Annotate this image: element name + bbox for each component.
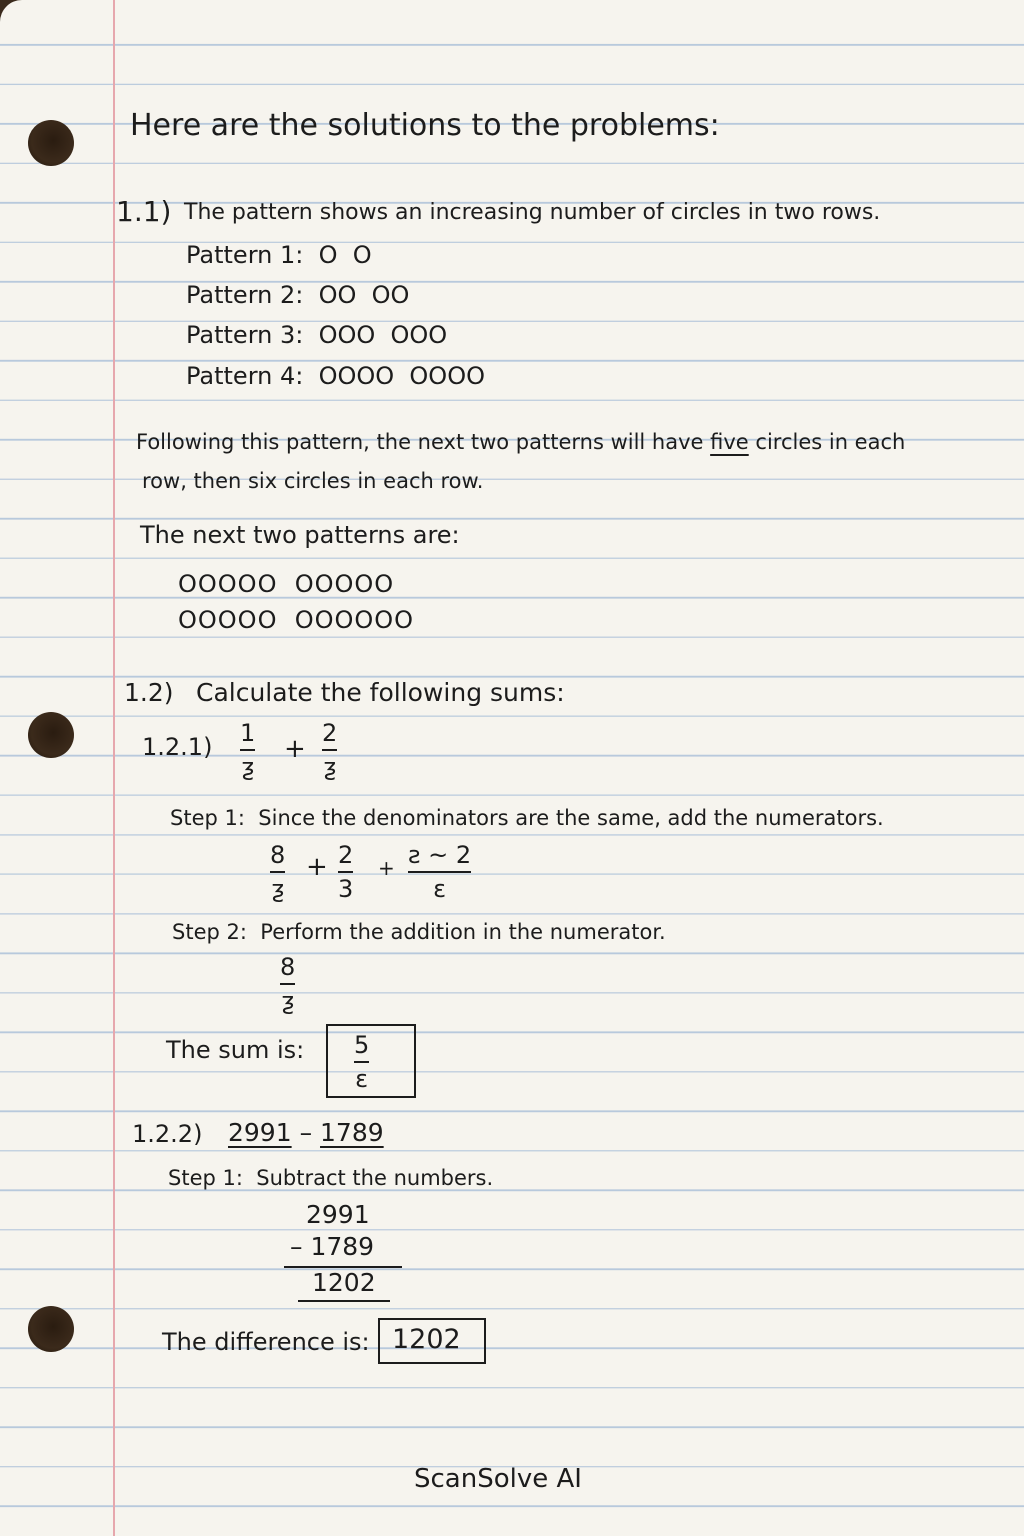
fraction: 2 ƺ [322, 719, 338, 781]
fraction: 2 3 [338, 841, 354, 903]
problem-1-1-text: The pattern shows an increasing number of circles in two rows. [184, 200, 881, 225]
pattern-line: Pattern 2: OO OO [186, 281, 410, 309]
pattern-line: Pattern 3: OOO OOO [186, 321, 448, 349]
sum-answer-box [326, 1024, 416, 1098]
plus-sign: + [284, 734, 306, 764]
next-pattern: OOOOO OOOOOO [178, 606, 415, 634]
difference-answer-box [378, 1318, 486, 1364]
difference-value: 1202 [392, 1324, 461, 1355]
problem-1-2-2-label: 1.2.2) [132, 1120, 203, 1148]
subtraction-result: 1202 [312, 1268, 376, 1297]
step-text: Step 2: Perform the addition in the numerator. [172, 920, 666, 944]
problem-1-2-text: Calculate the following sums: [196, 678, 565, 707]
footer-brand: ScanSolve AI [414, 1464, 582, 1494]
subtrahend: – 1789 [290, 1232, 375, 1261]
pattern-line: Pattern 4: OOOO OOOO [186, 362, 485, 390]
following-text-line2: row, then six circles in each row. [142, 469, 484, 493]
step-text: Step 1: Since the denominators are the same, add the numerators. [170, 806, 884, 830]
problem-1-1-label: 1.1) [116, 195, 172, 228]
minuend: 2991 [306, 1200, 370, 1229]
fraction: 8 ƺ [270, 841, 286, 903]
intro-heading: Here are the solutions to the problems: [130, 108, 720, 143]
subtraction-expression: 2991 – 1789 [228, 1118, 384, 1147]
fraction: ƨ ~ 2 ɛ [408, 841, 472, 903]
fraction: 8 ƺ [280, 953, 296, 1015]
fraction: 1 ƺ [240, 719, 256, 781]
following-text: Following this pattern, the next two patterns will have five circles in each [136, 430, 906, 454]
sum-label: The sum is: [166, 1036, 305, 1064]
problem-1-2-label: 1.2) [124, 678, 174, 707]
pattern-line: Pattern 1: O O [186, 241, 372, 269]
punch-hole [28, 1306, 74, 1352]
sum-fraction: 5 ɛ [354, 1031, 370, 1093]
next-patterns-label: The next two patterns are: [140, 521, 460, 549]
plus-sign: + [306, 852, 328, 882]
punch-hole [28, 712, 74, 758]
underlined-word: five [710, 430, 749, 454]
margin-line [113, 0, 115, 1536]
next-pattern: OOOOO OOOOO [178, 570, 395, 598]
punch-hole [28, 120, 74, 166]
difference-label: The difference is: [162, 1328, 370, 1356]
plus-sign: + [378, 856, 395, 880]
result-underline [298, 1300, 390, 1302]
step-text: Step 1: Subtract the numbers. [168, 1166, 494, 1190]
problem-1-2-1-label: 1.2.1) [142, 733, 213, 761]
